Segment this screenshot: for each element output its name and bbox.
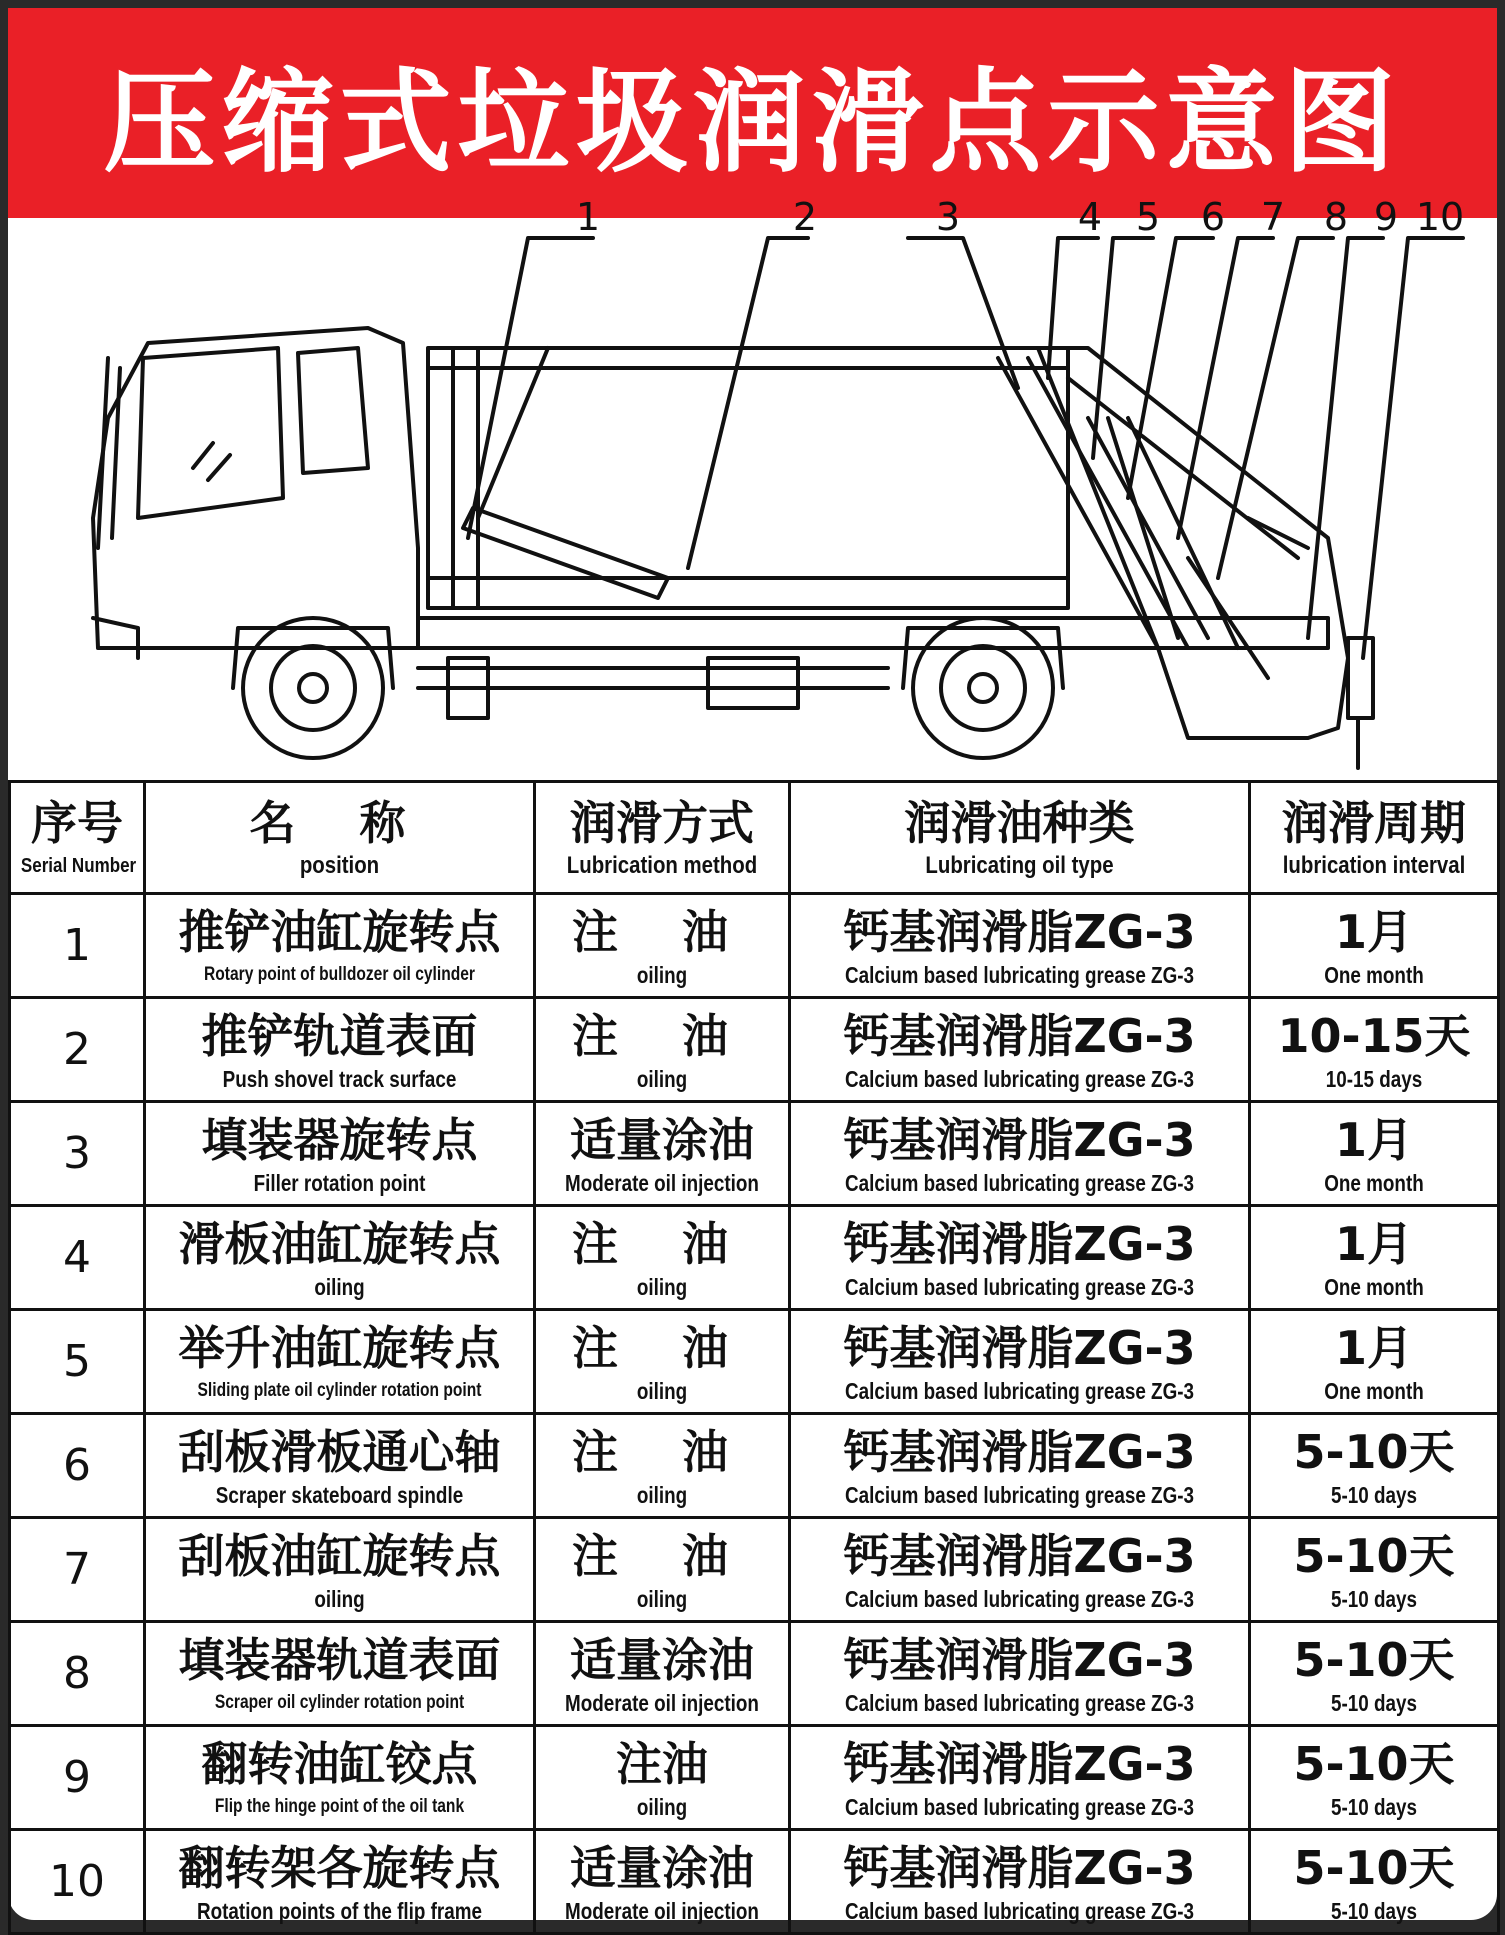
callout-4: 4	[1077, 195, 1103, 239]
cell-interval-period-zh: 5-10天	[1293, 1632, 1455, 1687]
table-row	[10, 1518, 1499, 1622]
cell-serial-serial: 1	[63, 920, 91, 971]
cell-position-name-zh: 填装器旋转点	[201, 1112, 478, 1167]
table-row	[10, 894, 1499, 998]
cell-oil-type	[790, 1518, 1250, 1622]
cell-interval-period-en: 5-10 days	[1331, 1585, 1417, 1612]
compactor-body	[428, 348, 1068, 608]
cell-interval	[1250, 1102, 1499, 1206]
cell-interval-period-zh: 5-10天	[1293, 1528, 1455, 1583]
cell-position-name-en: Flip the hinge point of the oil tank	[214, 1795, 465, 1817]
cell-position-name-zh: 推铲油缸旋转点	[178, 904, 501, 959]
cell-method	[535, 1102, 790, 1206]
cell-serial	[10, 1414, 145, 1518]
callout-7: 7	[1260, 195, 1286, 239]
cell-position-name-zh: 翻转油缸铰点	[201, 1736, 478, 1791]
table-row	[10, 1206, 1499, 1310]
callout-2: 2	[792, 195, 818, 239]
chassis-frame	[418, 618, 1328, 648]
cell-interval-period-en: One month	[1324, 1169, 1424, 1196]
table-row	[10, 998, 1499, 1102]
cell-serial	[10, 894, 145, 998]
cell-oil-type	[790, 1414, 1250, 1518]
cell-method-method-zh: 注 油	[571, 1528, 752, 1583]
cell-serial	[10, 1206, 145, 1310]
cell-method	[535, 1726, 790, 1830]
leader-line-7	[1178, 238, 1273, 538]
cell-method-method-zh: 注 油	[571, 1008, 752, 1063]
cell-oil-type-oil-en: Calcium based lubricating grease ZG-3	[844, 1689, 1195, 1716]
cell-oil-type-oil-en: Calcium based lubricating grease ZG-3	[844, 1585, 1195, 1612]
callout-10: 10	[1415, 195, 1465, 239]
cell-position-name-en: Sliding plate oil cylinder rotation point	[197, 1379, 482, 1401]
lubrication-table-wrapper	[8, 780, 1497, 1935]
table-row	[10, 1310, 1499, 1414]
cell-oil-type-oil-en: Calcium based lubricating grease ZG-3	[844, 1793, 1195, 1820]
cell-position	[145, 1206, 535, 1310]
cell-serial	[10, 1102, 145, 1206]
cell-method-method-zh: 注油	[616, 1736, 708, 1791]
cell-oil-type-oil-zh: 钙基润滑脂ZG-3	[843, 1216, 1196, 1271]
cell-method	[535, 1414, 790, 1518]
cell-oil-type	[790, 1830, 1250, 1934]
cell-position-name-en: oiling	[314, 1585, 365, 1612]
table-row	[10, 1102, 1499, 1206]
cell-oil-type	[790, 1622, 1250, 1726]
sign-title: 压缩式垃圾润滑点示意图	[103, 57, 1402, 188]
cell-method	[535, 1830, 790, 1934]
cell-oil-type	[790, 1206, 1250, 1310]
cell-method-method-zh: 注 油	[571, 1216, 752, 1271]
header-interval: 润滑周期 lubrication interval	[1250, 782, 1499, 894]
cell-serial-serial: 3	[63, 1128, 91, 1179]
cell-position	[145, 1622, 535, 1726]
cell-position	[145, 894, 535, 998]
callout-5: 5	[1135, 195, 1161, 239]
cell-position	[145, 1830, 535, 1934]
cell-interval	[1250, 1830, 1499, 1934]
cell-serial-serial: 4	[63, 1232, 91, 1283]
callout-6: 6	[1200, 195, 1226, 239]
cell-oil-type-oil-en: Calcium based lubricating grease ZG-3	[844, 1065, 1195, 1092]
leader-line-2	[688, 238, 808, 568]
title-banner	[8, 8, 1497, 218]
cell-serial	[10, 1518, 145, 1622]
cell-method	[535, 998, 790, 1102]
cell-position	[145, 1518, 535, 1622]
table-row	[10, 1414, 1499, 1518]
cell-position-name-en: oiling	[314, 1273, 365, 1300]
table-body	[10, 894, 1499, 1934]
cell-serial-serial: 7	[63, 1544, 91, 1595]
cell-position-name-zh: 举升油缸旋转点	[178, 1320, 501, 1375]
cell-position-name-zh: 刮板油缸旋转点	[178, 1528, 501, 1583]
cell-method-method-en: oiling	[636, 1793, 688, 1820]
cell-interval	[1250, 998, 1499, 1102]
cell-method-method-zh: 注 油	[571, 904, 752, 959]
cell-position-name-zh: 推铲轨道表面	[201, 1008, 478, 1063]
cell-position-name-en: Rotary point of bulldozer oil cylinder	[204, 963, 475, 985]
cell-position	[145, 998, 535, 1102]
cell-oil-type	[790, 998, 1250, 1102]
cell-method-method-zh: 注 油	[571, 1320, 752, 1375]
cell-oil-type-oil-en: Calcium based lubricating grease ZG-3	[844, 1377, 1195, 1404]
cell-interval-period-zh: 1月	[1334, 1320, 1413, 1375]
cell-serial	[10, 1830, 145, 1934]
callout-8: 8	[1323, 195, 1349, 239]
cell-interval-period-zh: 5-10天	[1293, 1736, 1455, 1791]
cell-serial-serial: 5	[63, 1336, 91, 1387]
cell-oil-type-oil-zh: 钙基润滑脂ZG-3	[843, 1112, 1196, 1167]
push-shovel-cylinder	[463, 508, 668, 598]
cell-oil-type-oil-zh: 钙基润滑脂ZG-3	[843, 1424, 1196, 1479]
cell-position	[145, 1726, 535, 1830]
cell-interval-period-en: One month	[1324, 1273, 1424, 1300]
cell-position-name-en: Scraper oil cylinder rotation point	[214, 1691, 465, 1713]
cell-method-method-en: oiling	[636, 1273, 688, 1300]
leader-line-4	[1048, 238, 1098, 378]
cell-serial	[10, 998, 145, 1102]
header-oil-type: 润滑油种类 Lubricating oil type	[790, 782, 1250, 894]
cell-method-method-en: oiling	[636, 1377, 688, 1404]
cell-position-name-zh: 填装器轨道表面	[178, 1632, 501, 1687]
cell-method	[535, 1310, 790, 1414]
cell-oil-type	[790, 894, 1250, 998]
cell-position	[145, 1310, 535, 1414]
cell-method-method-en: oiling	[636, 1065, 688, 1092]
cell-oil-type	[790, 1726, 1250, 1830]
cell-method-method-en: Moderate oil injection	[565, 1689, 759, 1716]
callout-3: 3	[935, 195, 961, 239]
cell-method-method-en: Moderate oil injection	[565, 1169, 759, 1196]
cell-oil-type-oil-en: Calcium based lubricating grease ZG-3	[844, 961, 1195, 988]
cell-position-name-en: Rotation points of the flip frame	[196, 1897, 482, 1924]
cell-oil-type-oil-zh: 钙基润滑脂ZG-3	[843, 1840, 1196, 1895]
cell-interval-period-en: 5-10 days	[1331, 1793, 1417, 1820]
cell-method	[535, 1518, 790, 1622]
cell-serial	[10, 1726, 145, 1830]
table-header-row	[10, 782, 1499, 894]
front-wheel	[243, 618, 383, 758]
cell-oil-type-oil-zh: 钙基润滑脂ZG-3	[843, 1632, 1196, 1687]
cell-oil-type-oil-zh: 钙基润滑脂ZG-3	[843, 1320, 1196, 1375]
cell-interval-period-zh: 1月	[1334, 1112, 1413, 1167]
cell-position-name-zh: 滑板油缸旋转点	[178, 1216, 501, 1271]
cell-method-method-zh: 注 油	[571, 1424, 752, 1479]
cell-interval	[1250, 1310, 1499, 1414]
cell-method-method-zh: 适量涂油	[570, 1632, 754, 1687]
cell-method	[535, 894, 790, 998]
header-serial: 序号 Serial Number	[10, 782, 145, 894]
table-row	[10, 1830, 1499, 1934]
cell-oil-type-oil-en: Calcium based lubricating grease ZG-3	[844, 1897, 1195, 1924]
cell-oil-type-oil-en: Calcium based lubricating grease ZG-3	[844, 1273, 1195, 1300]
cell-interval-period-en: One month	[1324, 1377, 1424, 1404]
cell-serial-serial: 2	[63, 1024, 91, 1075]
cell-interval	[1250, 1414, 1499, 1518]
cell-interval	[1250, 1622, 1499, 1726]
cell-oil-type	[790, 1310, 1250, 1414]
cell-position	[145, 1102, 535, 1206]
cell-position-name-en: Push shovel track surface	[222, 1065, 457, 1092]
cell-oil-type-oil-zh: 钙基润滑脂ZG-3	[843, 1528, 1196, 1583]
cell-interval-period-en: 5-10 days	[1331, 1481, 1417, 1508]
cell-position-name-zh: 刮板滑板通心轴	[178, 1424, 501, 1479]
cell-serial	[10, 1622, 145, 1726]
cell-position-name-zh: 翻转架各旋转点	[178, 1840, 501, 1895]
cell-oil-type-oil-zh: 钙基润滑脂ZG-3	[843, 1736, 1196, 1791]
cell-method	[535, 1206, 790, 1310]
cell-interval-period-zh: 1月	[1334, 904, 1413, 959]
cell-method-method-en: Moderate oil injection	[565, 1897, 759, 1924]
cell-interval-period-zh: 5-10天	[1293, 1840, 1455, 1895]
truck-diagram	[8, 195, 1497, 778]
cell-position-name-en: Scraper skateboard spindle	[215, 1481, 464, 1508]
cell-oil-type-oil-zh: 钙基润滑脂ZG-3	[843, 1008, 1196, 1063]
cell-method	[535, 1622, 790, 1726]
cell-position	[145, 1414, 535, 1518]
cell-interval-period-zh: 10-15天	[1277, 1008, 1471, 1063]
cell-interval	[1250, 1206, 1499, 1310]
cell-oil-type-oil-zh: 钙基润滑脂ZG-3	[843, 904, 1196, 959]
cell-interval-period-en: 5-10 days	[1331, 1689, 1417, 1716]
cell-method-method-en: oiling	[636, 1585, 688, 1612]
table-row	[10, 1726, 1499, 1830]
cell-serial-serial: 9	[63, 1752, 91, 1803]
cell-oil-type-oil-en: Calcium based lubricating grease ZG-3	[844, 1481, 1195, 1508]
leader-line-5	[1093, 238, 1153, 458]
cell-serial-serial: 6	[63, 1440, 91, 1491]
leader-line-10	[1363, 238, 1463, 658]
cell-position-name-en: Filler rotation point	[253, 1169, 426, 1196]
cell-interval	[1250, 1518, 1499, 1622]
lubrication-table	[8, 780, 1500, 1935]
cell-interval-period-en: 5-10 days	[1331, 1897, 1417, 1924]
table-row	[10, 1622, 1499, 1726]
cell-interval-period-zh: 1月	[1334, 1216, 1413, 1271]
cell-method-method-en: oiling	[636, 1481, 688, 1508]
callout-9: 9	[1373, 195, 1399, 239]
cell-method-method-zh: 适量涂油	[570, 1840, 754, 1895]
cell-method-method-zh: 适量涂油	[570, 1112, 754, 1167]
cell-method-method-en: oiling	[636, 961, 688, 988]
cell-serial-serial: 10	[49, 1856, 105, 1907]
cell-interval	[1250, 894, 1499, 998]
cell-interval-period-en: One month	[1324, 961, 1424, 988]
cell-serial	[10, 1310, 145, 1414]
lubrication-sign	[8, 8, 1497, 1924]
cell-interval	[1250, 1726, 1499, 1830]
cell-oil-type-oil-en: Calcium based lubricating grease ZG-3	[844, 1169, 1195, 1196]
cell-oil-type	[790, 1102, 1250, 1206]
header-position: 名 称 position	[145, 782, 535, 894]
cell-interval-period-zh: 5-10天	[1293, 1424, 1455, 1479]
cell-interval-period-en: 10-15 days	[1325, 1065, 1423, 1092]
garbage-truck-illustration	[8, 195, 1497, 778]
header-method: 润滑方式 Lubrication method	[535, 782, 790, 894]
callout-1: 1	[575, 195, 601, 239]
cell-serial-serial: 8	[63, 1648, 91, 1699]
rear-wheel	[913, 618, 1053, 758]
